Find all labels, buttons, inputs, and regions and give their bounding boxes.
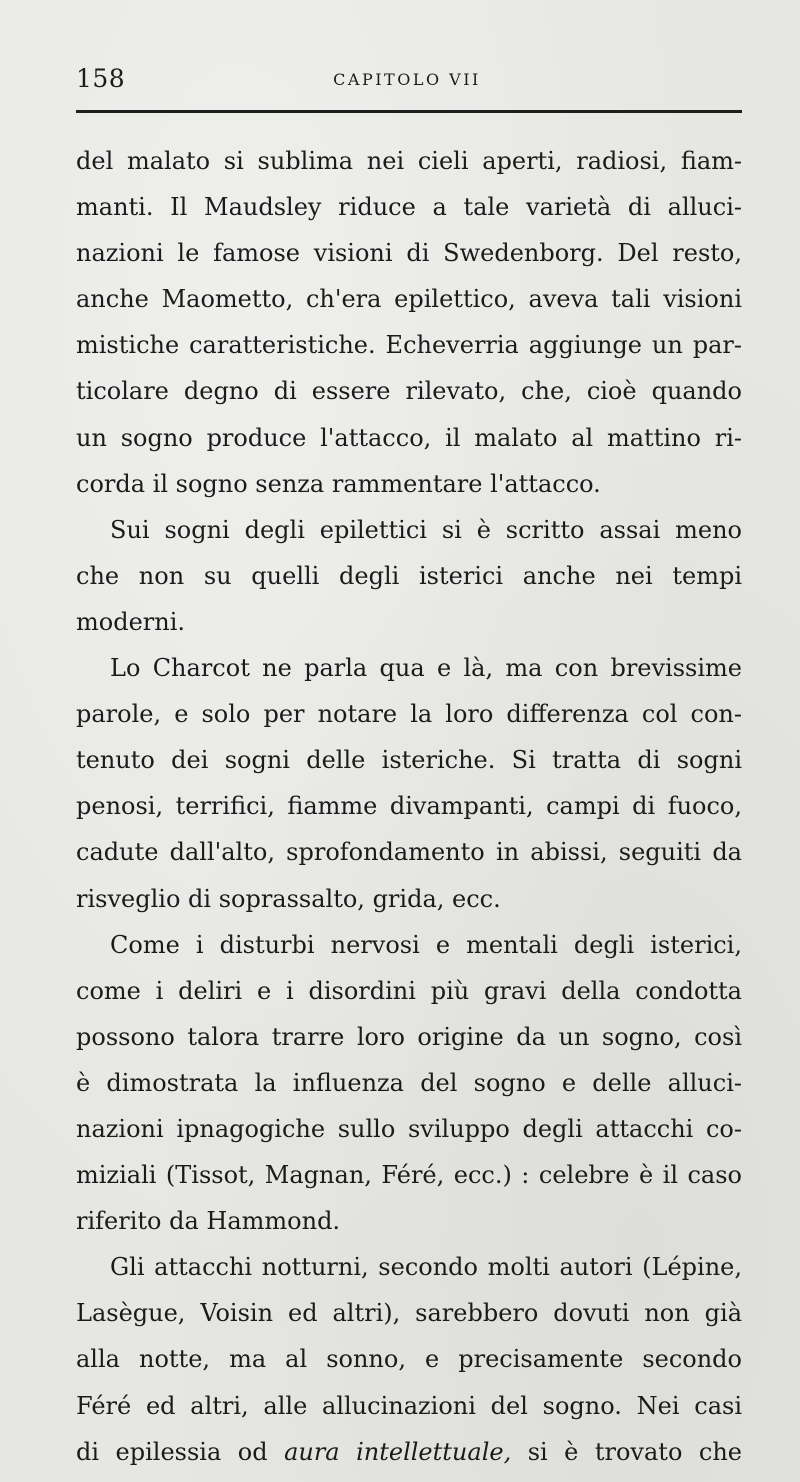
text-line: alla notte, ma al sonno, e precisamente secondo — [76, 1345, 742, 1374]
text-line: manti. Il Maudsley riduce a tale varietà di alluci- — [76, 193, 742, 222]
text-line: penosi, terrifici, fiamme divampanti, campi di fuoco, — [76, 792, 742, 821]
text-line: che non su quelli degli isterici anche nei tempi — [76, 561, 742, 590]
text-line-last — [76, 1429, 742, 1475]
text-line: moderni. — [76, 607, 186, 636]
text-line: cadute dall'alto, sprofondamento in abissi, seguiti da — [76, 838, 742, 867]
italic-phrase: aura intellettuale, — [284, 1437, 512, 1466]
text-line: un sogno produce l'attacco, il malato al mattino ri- — [76, 423, 742, 452]
body-text — [76, 138, 742, 1475]
text-line: riferito da Hammond. — [76, 1207, 341, 1236]
text-line: corda il sogno senza rammentare l'attacco. — [76, 469, 601, 498]
text-line: anche Maometto, ch'era epilettico, aveva tali visioni — [76, 285, 742, 314]
text-run: si è trovato che — [511, 1437, 742, 1466]
text-line: del malato si sublima nei cieli aperti, radiosi, fiam- — [76, 147, 742, 175]
text-run: di epilessia od — [76, 1437, 285, 1466]
text-line: come i deliri e i disordini più gravi della condotta — [76, 976, 742, 1005]
text-line: Come i disturbi nervosi e mentali degli isterici, — [110, 930, 742, 959]
text-line: miziali (Tissot, Magnan, Féré, ecc.) : celebre è il caso — [76, 1161, 742, 1190]
text-line: parole, e solo per notare la loro differenza col con- — [76, 700, 742, 729]
text-line: Lo Charcot ne parla qua e là, ma con brevissime — [110, 654, 742, 683]
page-header — [76, 64, 738, 104]
text-line: tenuto dei sogni delle isteriche. Si tratta di sogni — [76, 746, 742, 775]
text-line: possono talora trarre loro origine da un sogno, così — [76, 1022, 742, 1051]
text-line: Sui sogni degli epilettici si è scritto assai meno — [110, 515, 742, 544]
text-line: Féré ed altri, alle allucinazioni del sogno. Nei casi — [76, 1391, 742, 1420]
text-line: Lasègue, Voisin ed altri), sarebbero dovuti non già — [76, 1299, 742, 1328]
text-line: risveglio di soprassalto, grida, ecc. — [76, 884, 501, 913]
running-head: CAPITOLO VII — [333, 70, 481, 89]
text-line: nazioni le famose visioni di Swedenborg. Del resto, — [76, 239, 742, 268]
text-line: nazioni ipnagogiche sullo sviluppo degli attacchi co- — [76, 1114, 742, 1143]
text-line: mistiche caratteristiche. Echeverria aggiunge un par- — [76, 331, 742, 360]
page-number: 158 — [76, 64, 126, 93]
text-line: Gli attacchi notturni, secondo molti autori (Lépine, — [110, 1253, 742, 1282]
text-line: è dimostrata la influenza del sogno e delle alluci- — [76, 1068, 742, 1097]
text-line: ticolare degno di essere rilevato, che, cioè quando — [76, 377, 742, 406]
header-rule — [76, 110, 742, 113]
